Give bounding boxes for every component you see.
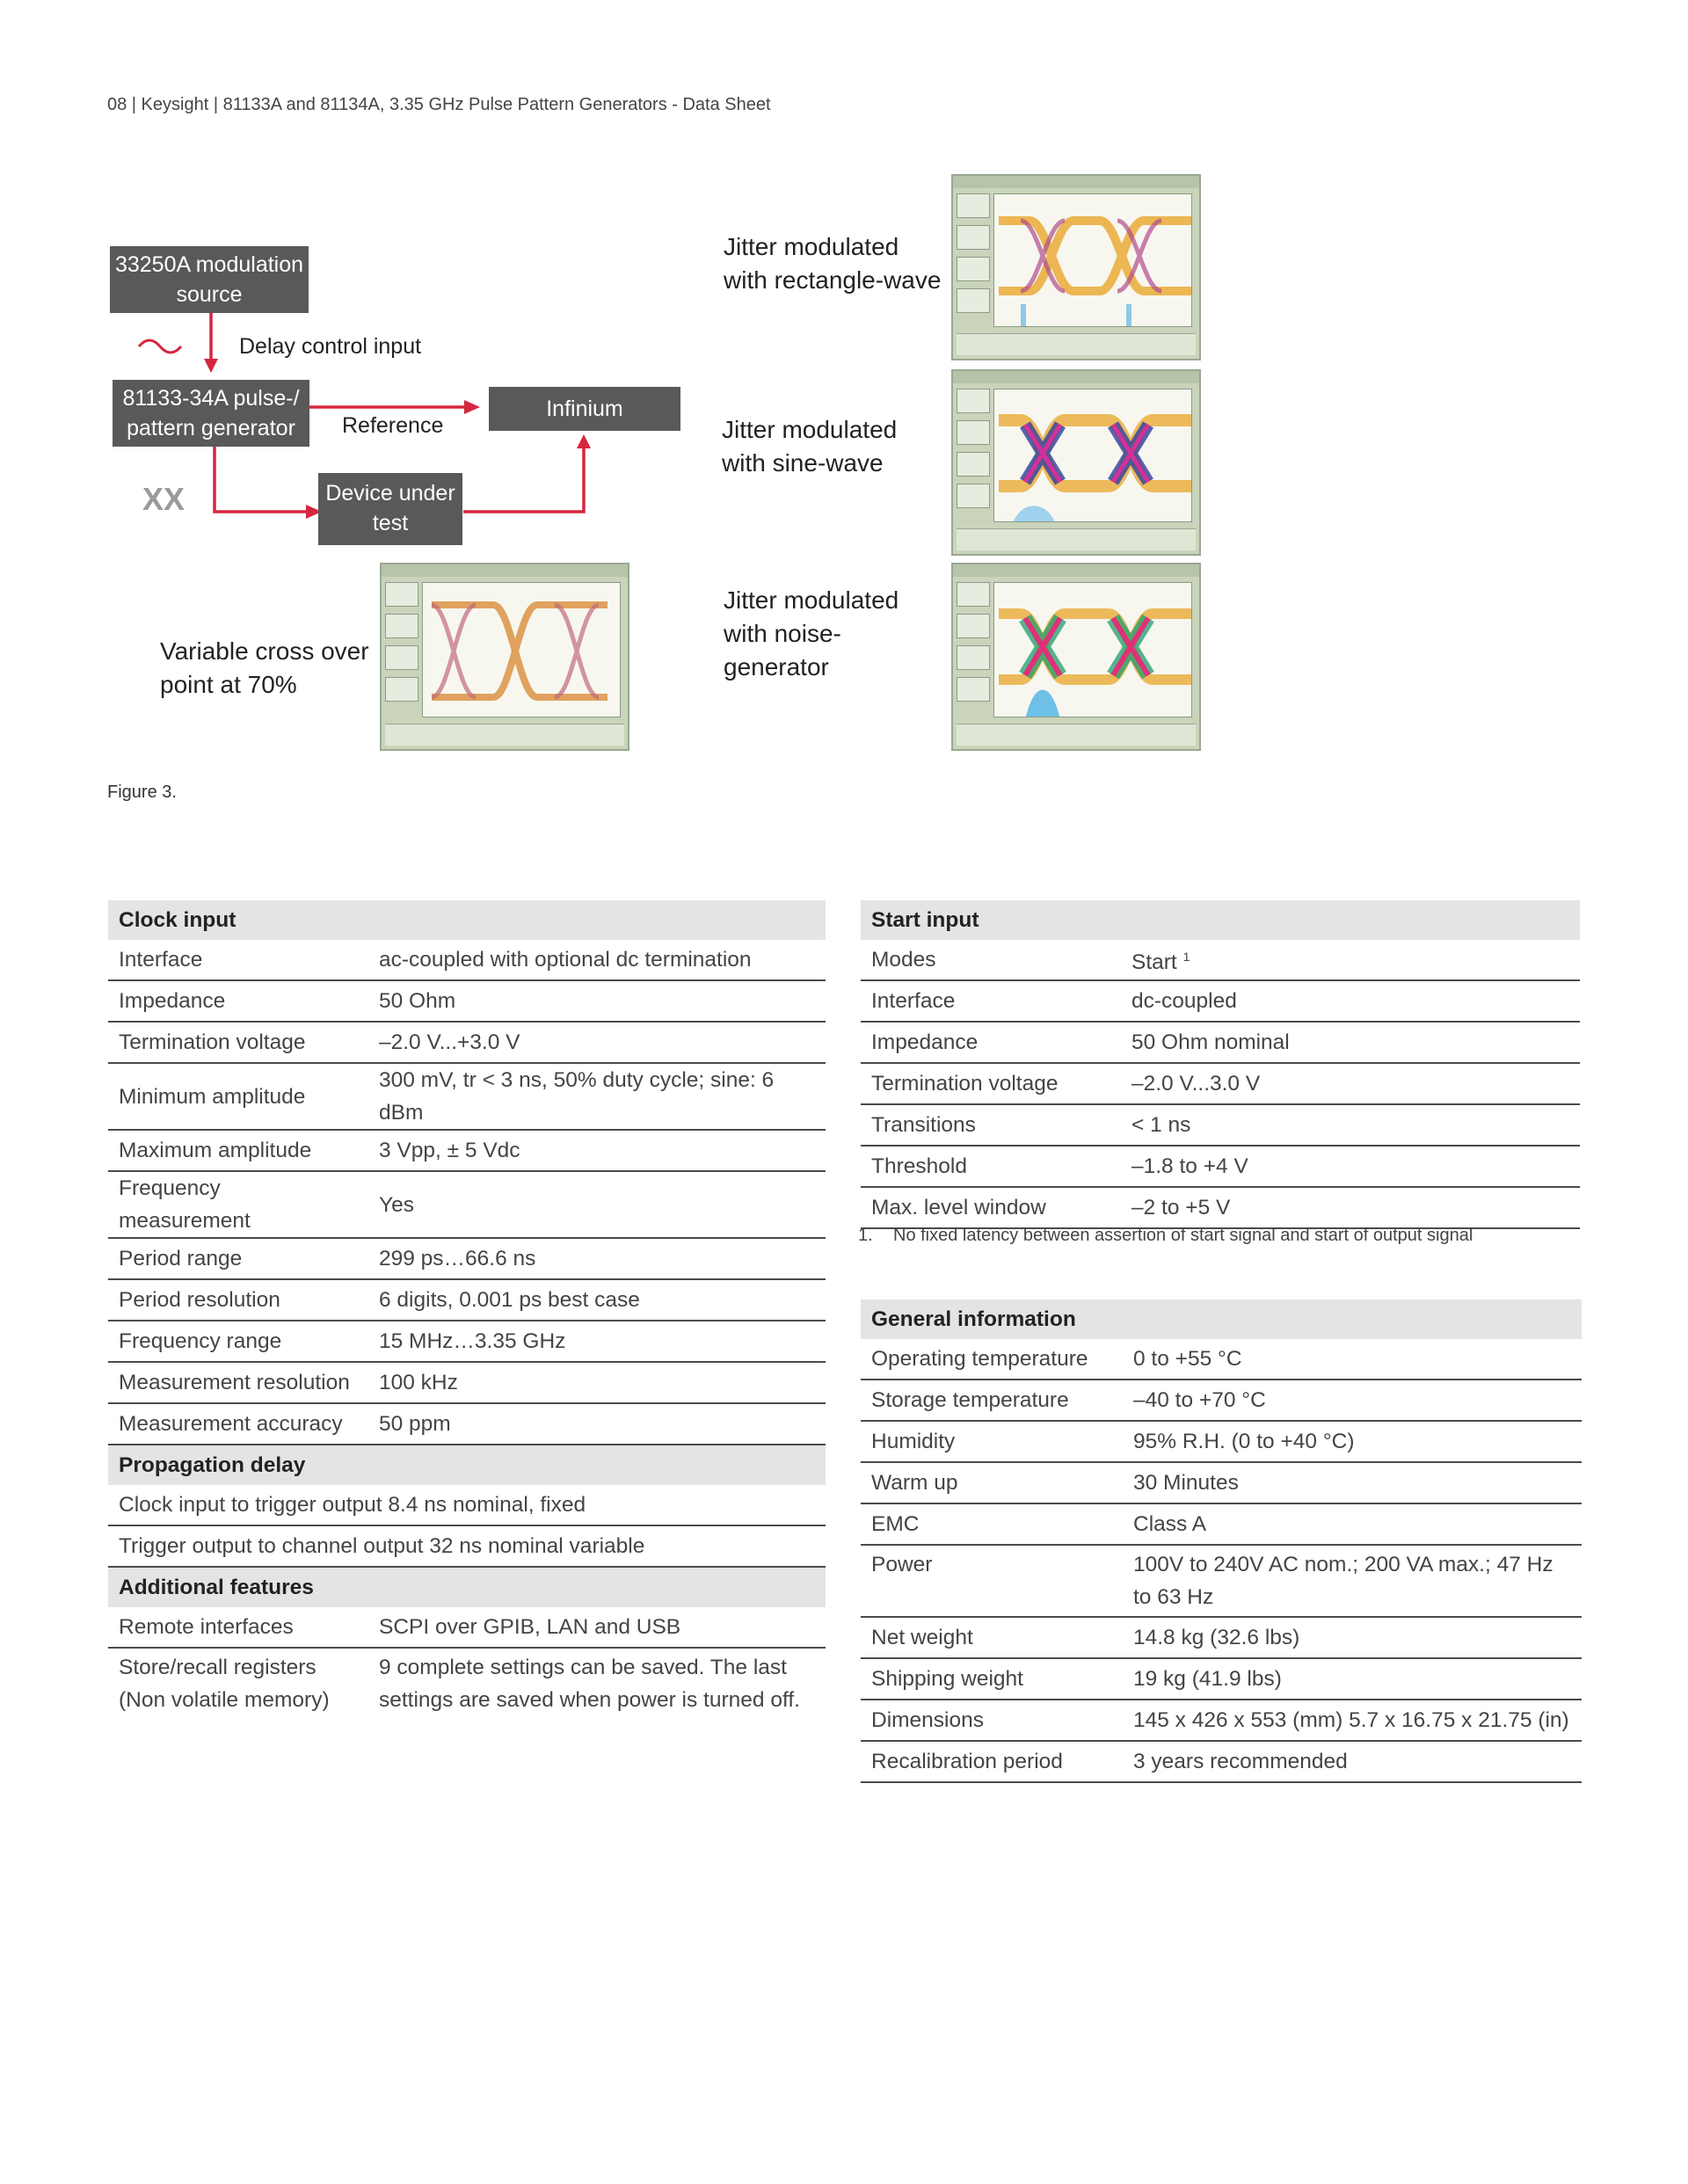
jitter-noise-line3: generator (724, 653, 829, 681)
modulation-source-line2: source (176, 282, 243, 307)
row-value: 50 Ohm nominal (1121, 1022, 1580, 1063)
jitter-rect-line1: Jitter modulated (724, 233, 899, 260)
row-value: 3 Vpp, ± 5 Vdc (368, 1130, 826, 1171)
row-value: 300 mV, tr < 3 ns, 50% duty cycle; sine: 6 dBm (368, 1063, 826, 1130)
scope-screenshot-crossover (380, 563, 629, 751)
row-value: 145 x 426 x 553 (mm) 5.7 x 16.75 x 21.75 (in) (1123, 1700, 1582, 1741)
row-value: 30 Minutes (1123, 1462, 1582, 1503)
infinium-box: Infinium (489, 387, 680, 431)
table-row (108, 980, 826, 1022)
jitter-rectangle-label (724, 230, 941, 297)
table-row (108, 1648, 826, 1719)
table-row (861, 1187, 1580, 1228)
scope-screenshot-noise-generator (951, 563, 1201, 751)
row-label: Impedance (108, 980, 368, 1022)
row-label: Frequency range (108, 1321, 368, 1362)
row-label: Modes (861, 940, 1121, 980)
general-information-heading: General information (861, 1299, 1582, 1339)
table-row (108, 1279, 826, 1321)
propagation-row: Clock input to trigger output 8.4 ns nominal, fixed (108, 1485, 826, 1525)
row-value: –2.0 V...+3.0 V (368, 1022, 826, 1063)
row-label: Recalibration period (861, 1741, 1123, 1782)
dut-box (318, 473, 462, 545)
clock-input-table (108, 900, 826, 1719)
footnote-text: No fixed latency between assertion of start signal and start of output signal (893, 1226, 1473, 1245)
running-header: 08 | Keysight | 81133A and 81134A, 3.35 GHz Pulse Pattern Generators - Data Sheet (107, 95, 771, 114)
row-label: Net weight (861, 1617, 1123, 1658)
dut-line2: test (372, 511, 409, 535)
eye-diagram-crossover (423, 583, 621, 717)
section-header (861, 900, 1580, 940)
table-row (861, 1741, 1582, 1782)
start-input-heading: Start input (861, 900, 1580, 940)
modulation-source-line1: 33250A modulation (114, 252, 304, 277)
table-row (861, 1421, 1582, 1462)
pattern-generator-box (113, 380, 309, 447)
row-value (1123, 1545, 1582, 1617)
generator-line1: 81133-34A pulse-/ (122, 386, 300, 411)
table-row (108, 1238, 826, 1279)
row-label: Remote interfaces (108, 1607, 368, 1648)
row-label: Impedance (861, 1022, 1121, 1063)
table-row (108, 1130, 826, 1171)
table-row (861, 1503, 1582, 1545)
row-label: Frequency measurement (108, 1171, 368, 1238)
modes-value: Start (1131, 950, 1177, 975)
row-label: Period range (108, 1238, 368, 1279)
row-label: Max. level window (861, 1187, 1121, 1228)
start-input-table (861, 900, 1580, 1229)
general-information-table (861, 1299, 1582, 1783)
section-header (108, 1445, 826, 1485)
eye-diagram-rectangle-wave (994, 194, 1192, 327)
reference-label: Reference (342, 413, 444, 438)
jitter-sine-line2: with sine-wave (722, 449, 884, 477)
row-label: Minimum amplitude (108, 1063, 368, 1130)
jitter-noise-line1: Jitter modulated (724, 586, 899, 614)
table-row (861, 1146, 1580, 1187)
modulation-source-box (110, 246, 309, 313)
table-row (861, 1700, 1582, 1741)
delay-control-label: Delay control input (239, 334, 422, 359)
generator-line2: pattern generator (127, 416, 295, 440)
row-label: Termination voltage (108, 1022, 368, 1063)
row-value: 19 kg (41.9 lbs) (1123, 1658, 1582, 1700)
row-value: 95% R.H. (0 to +40 °C) (1123, 1421, 1582, 1462)
table-row (108, 1022, 826, 1063)
eye-diagram-noise-generator (994, 583, 1192, 717)
row-label: EMC (861, 1503, 1123, 1545)
row-label: Warm up (861, 1462, 1123, 1503)
table-row (108, 1525, 826, 1567)
footnote-number: 1. (858, 1226, 873, 1245)
row-label: Measurement resolution (108, 1362, 368, 1403)
table-row (861, 1658, 1582, 1700)
table-row (108, 1321, 826, 1362)
variable-crossover-line1: Variable cross over (160, 637, 369, 665)
table-row (108, 940, 826, 980)
row-label: Power (861, 1545, 1123, 1617)
store-label-line2: (Non volatile memory) (119, 1688, 330, 1712)
row-label: Storage temperature (861, 1380, 1123, 1421)
svg-text:XX: XX (142, 481, 186, 517)
row-label: Interface (861, 980, 1121, 1022)
footnote-marker: 1 (1182, 949, 1190, 964)
row-value: 6 digits, 0.001 ps best case (368, 1279, 826, 1321)
row-label: Operating temperature (861, 1339, 1123, 1380)
row-value: dc-coupled (1121, 980, 1580, 1022)
table-row (861, 1462, 1582, 1503)
row-value: 15 MHz…3.35 GHz (368, 1321, 826, 1362)
jitter-noise-line2: with noise- (724, 620, 841, 647)
row-label: Period resolution (108, 1279, 368, 1321)
row-value: –40 to +70 °C (1123, 1380, 1582, 1421)
variable-crossover-line2: point at 70% (160, 671, 297, 698)
table-row (861, 980, 1580, 1022)
table-row (861, 1104, 1580, 1146)
row-value: Class A (1123, 1503, 1582, 1545)
table-row (108, 1063, 826, 1130)
row-value (1121, 940, 1580, 980)
table-row (861, 1380, 1582, 1421)
variable-crossover-label (160, 635, 369, 702)
table-row (861, 1339, 1582, 1380)
scope-screenshot-sine-wave (951, 369, 1201, 556)
jitter-sine-line1: Jitter modulated (722, 416, 898, 443)
row-value: 50 Ohm (368, 980, 826, 1022)
row-value: 3 years recommended (1123, 1741, 1582, 1782)
dut-line1: Device under (325, 481, 455, 506)
table-row (108, 1485, 826, 1525)
table-row (108, 1362, 826, 1403)
propagation-row: Trigger output to channel output 32 ns nominal variable (108, 1525, 826, 1567)
jitter-rect-line2: with rectangle-wave (724, 266, 942, 294)
row-value: –2 to +5 V (1121, 1187, 1580, 1228)
section-header (108, 900, 826, 940)
row-label (108, 1648, 368, 1719)
jitter-noise-label (724, 584, 899, 684)
row-value: –1.8 to +4 V (1121, 1146, 1580, 1187)
table-row (861, 1063, 1580, 1104)
eye-diagram-sine-wave (994, 389, 1192, 522)
row-value: 299 ps…66.6 ns (368, 1238, 826, 1279)
additional-features-heading: Additional features (108, 1567, 826, 1607)
row-value: 50 ppm (368, 1403, 826, 1445)
jitter-sine-label (722, 413, 897, 480)
row-value: ac-coupled with optional dc termination (368, 940, 826, 980)
row-value (368, 1648, 826, 1719)
row-value: < 1 ns (1121, 1104, 1580, 1146)
row-value: 100 kHz (368, 1362, 826, 1403)
power-value-line1: 100V to 240V AC nom.; 200 VA max.; 47 Hz (1133, 1553, 1553, 1576)
row-label: Shipping weight (861, 1658, 1123, 1700)
store-value-line2: settings are saved when power is turned off. (379, 1688, 800, 1712)
table-row (861, 940, 1580, 980)
start-input-footnote (858, 1226, 1473, 1246)
row-label: Threshold (861, 1146, 1121, 1187)
row-label: Termination voltage (861, 1063, 1121, 1104)
table-row (861, 1022, 1580, 1063)
table-row (861, 1617, 1582, 1658)
table-row (108, 1171, 826, 1238)
row-value: Yes (368, 1171, 826, 1238)
row-value: –2.0 V...3.0 V (1121, 1063, 1580, 1104)
row-label: Humidity (861, 1421, 1123, 1462)
row-label: Dimensions (861, 1700, 1123, 1741)
row-label: Transitions (861, 1104, 1121, 1146)
row-label: Interface (108, 940, 368, 980)
row-value: 14.8 kg (32.6 lbs) (1123, 1617, 1582, 1658)
section-header (861, 1299, 1582, 1339)
row-label: Maximum amplitude (108, 1130, 368, 1171)
row-value: 0 to +55 °C (1123, 1339, 1582, 1380)
table-row (108, 1607, 826, 1648)
section-header (108, 1567, 826, 1607)
clock-input-heading: Clock input (108, 900, 826, 940)
figure-caption: Figure 3. (107, 783, 177, 802)
store-value-line1: 9 complete settings can be saved. The last (379, 1656, 787, 1679)
row-label: Measurement accuracy (108, 1403, 368, 1445)
store-label-line1: Store/recall registers (119, 1656, 316, 1679)
propagation-delay-heading: Propagation delay (108, 1445, 826, 1485)
row-value: SCPI over GPIB, LAN and USB (368, 1607, 826, 1648)
power-value-line2: to 63 Hz (1133, 1585, 1214, 1609)
table-row (861, 1545, 1582, 1617)
table-row (108, 1403, 826, 1445)
scope-screenshot-rectangle-wave (951, 174, 1201, 360)
